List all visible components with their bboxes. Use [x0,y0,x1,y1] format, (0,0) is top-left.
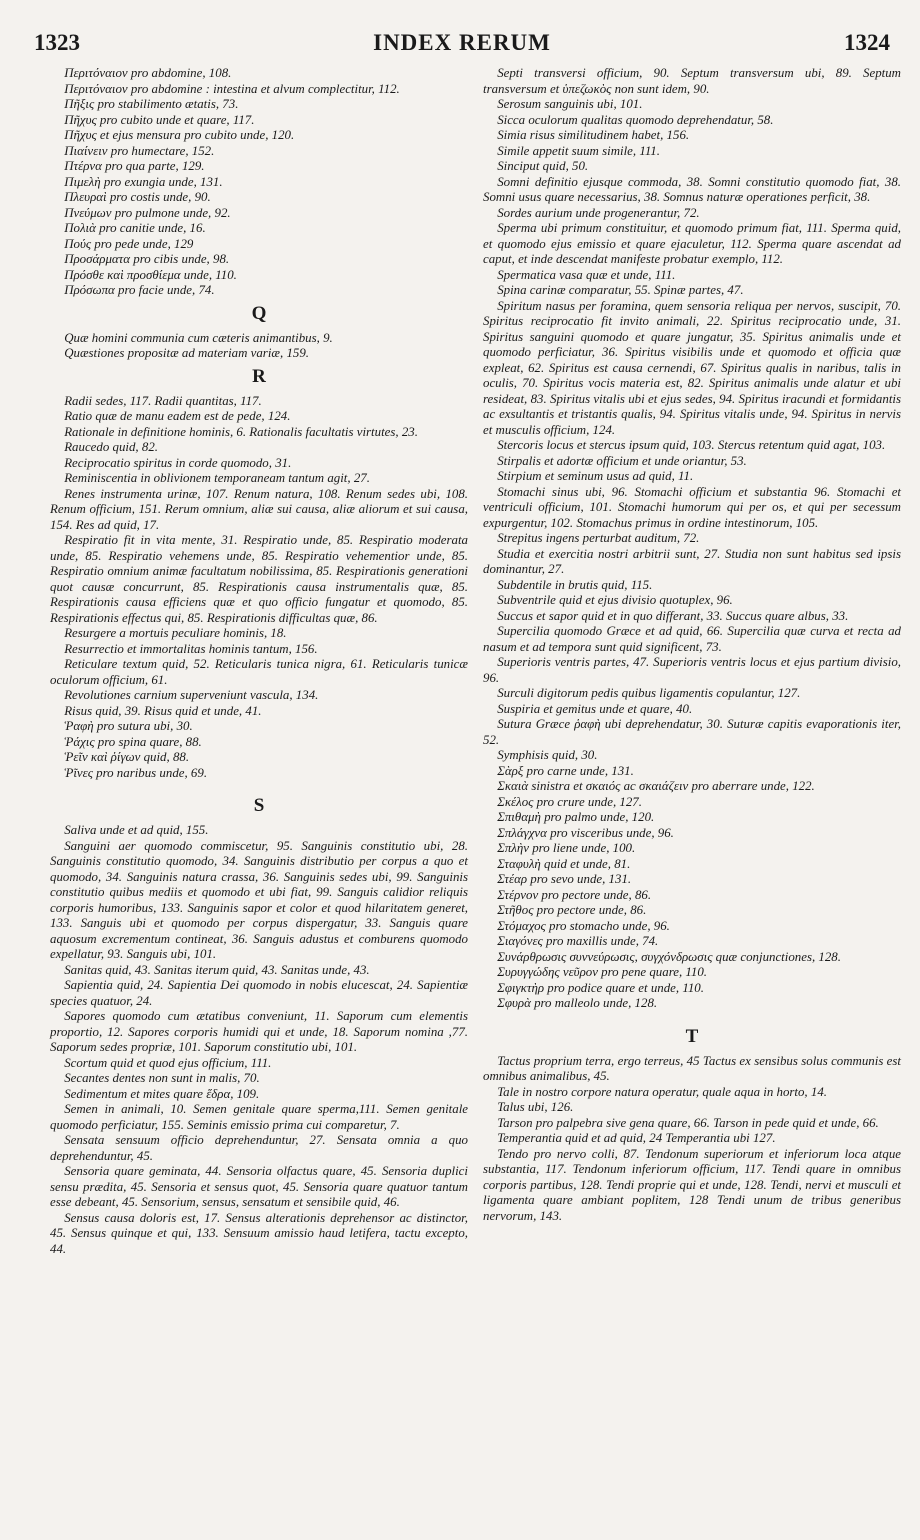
index-entry: Περιτόναιον pro abdomine, 108. [64,66,232,80]
index-entry: Saliva unde et ad quid, 155. [64,823,209,837]
index-entry: Sutura Græce ῥαφὴ ubi deprehendatur, 30. Suturæ capitis evaporationis iter, 52. [483,717,901,747]
index-entry: Ῥεῖν καὶ ῥίγων quid, 88. [64,750,190,764]
index-entry: Serosum sanguinis ubi, 101. [497,97,643,111]
index-entry: Spiritum nasus per foramina, quem sensoria reliqua per nervos, suscipit, 70. Spiritus reciprocatio fit invito animali, 22. Spiritus reciprocatio unde, 31. Spiritus sanguini quomodo et quare jungatur, 35. Spiritus animalis unde et quomodo perficiatur, 36. Spiritus visibilis unde et quomodo et officia quæ expleat, 62. Spiritus est causa cernendi, 67. Spiritus qualis in naribus, talis in oculis, 70. Spiritus vocis materia est, 82. Spiritus animalis unde alatur et ubi resideat, 83. Spiritus vitalis ubi et ejus sedes, 94. Spiritus iracundi et formidantis ac exsultantis et tristantis qualis, 94. Spiritus vitalis unde, 94. Spiritus in nervis et musculis officium, 124. [483,298,901,437]
index-entry: Studia et exercitia nostri arbitrii sunt, 27. Studia non sunt habitus sed ipsis dominantur, 27. [483,546,901,576]
index-entry: Strepitus ingens perturbat auditum, 72. [497,531,700,545]
index-entry: Reminiscentia in oblivionem temporaneam tantum agit, 27. [64,471,370,485]
index-entry: Πῆχυς et ejus mensura pro cubito unde, 120. [64,128,295,142]
index-entry: Rationale in definitione hominis, 6. Rationalis facultatis virtutes, 23. [64,424,418,439]
index-entry: Simia risus similitudinem habet, 156. [497,128,690,142]
index-entry: Στέαρ pro sevo unde, 131. [497,872,632,886]
index-entry: Πολιὰ pro canitie unde, 16. [64,221,206,235]
right-column [483,66,901,1224]
index-entry: Succus et sapor quid et in quo differant, 33. Succus quare albus, 33. [497,608,849,623]
index-entry: Semen in animali, 10. Semen genitale quare sperma,111. Semen genitale quomodo perficiatur, 155. Seminis emissio prima cui comparetur, 7. [50,1102,468,1132]
index-entry: Sedimentum et mites quare ἕδρα, 109. [64,1086,260,1101]
section-spacer [50,781,468,791]
index-entry: Πιμελὴ pro exungia unde, 131. [64,174,223,189]
index-entry: Risus quid, 39. Risus quid et unde, 41. [64,703,262,718]
index-entry: Stirpium et seminum usus ad quid, 11. [497,469,694,483]
index-entry: Σφυρὰ pro malleolo unde, 128. [497,996,658,1010]
index-entry: Πτέρνα pro qua parte, 129. [64,159,205,173]
index-entry: Somni definitio ejusque commoda, 38. Somni constitutio quomodo fiat, 38. Somni usus quare necessarius, 38. Somnus naturæ operationes perficit, 38. [483,174,901,204]
index-entry: Sinciput quid, 50. [497,159,589,173]
index-entry: Subventrile quid et ejus divisio quotuplex, 96. [497,593,733,607]
index-entry: Spina carinæ comparatur, 55. Spinæ partes, 47. [497,283,744,297]
index-entry: Sanitas quid, 43. Sanitas iterum quid, 43. Sanitas unde, 43. [64,962,370,977]
index-entry: Πνεύμων pro pulmone unde, 92. [64,205,231,220]
index-entry: Πιαίνειν pro humectare, 152. [64,143,215,158]
index-entry: Spermatica vasa quæ et unde, 111. [497,267,676,282]
section-letter: T [685,1025,699,1047]
index-entry: Supercilia quomodo Græce et ad quid, 66. Supercilia quæ curva et recta ad nasum et ad tempora sunt quid significent, 73. [483,624,901,654]
index-entry: Περιτόναιον pro abdomine : intestina et alvum complectitur, 112. [64,81,400,96]
page-header [34,30,890,60]
index-entry: Προσάρματα pro cibis unde, 98. [64,252,230,266]
index-entry: Sordes aurium unde progenerantur, 72. [497,205,700,220]
index-entry: Πῆξις pro stabilimento ætatis, 73. [64,97,239,111]
index-entry: Συρυγγώδης νεῦρον pro pene quare, 110. [497,965,708,979]
index-entry: Septi transversi officium, 90. Septum transversum ubi, 89. Septum transversum et ὑπεζωκὸς non sunt idem, 90. [483,66,901,96]
index-entry: Ῥάχις pro spina quare, 88. [64,734,202,749]
index-entry: Συνάρθρωσις συννεύρωσις, συγχόνδρωσις quæ conjunctiones, 128. [497,949,841,964]
index-entry: Radii sedes, 117. Radii quantitas, 117. [64,393,262,408]
index-entry: Temperantia quid et ad quid, 24 Temperantia ubi 127. [497,1131,776,1145]
index-entry: Στῆθος pro pectore unde, 86. [497,903,647,917]
index-entry: Sensoria quare geminata, 44. Sensoria olfactus quare, 45. Sensoria duplici sensu prædita, 45. Sensoria et sensus quot, 45. Sensoria quare quatuor tantum esse debeant, 45. Sensorium, sensus, sensatum et sensibile quid, 46. [50,1164,468,1209]
section-letter: S [253,795,265,816]
index-entry: Σφιγκτὴρ pro podice quare et unde, 110. [497,980,704,995]
index-entry: Sensata sensuum officio deprehenduntur, 27. Sensata omnia a quo deprehenduntur, 45. [50,1133,468,1163]
index-entry: Tarson pro palpebra sive gena quare, 66. Tarson in pede quid et unde, 66. [497,1115,879,1130]
index-entry: Στέρνον pro pectore unde, 86. [497,887,652,902]
index-entry: Sensus causa doloris est, 17. Sensus alterationis deprehensor ac distinctor, 45. Sensus quinque et qui, 133. Sensuum amissio haud letifera, tactu excepto, 44. [50,1210,468,1256]
index-entry: Raucedo quid, 82. [64,440,158,454]
index-entry: Secantes dentes non sunt in malis, 70. [64,1071,260,1085]
index-entry: Σκέλος pro crure unde, 127. [497,794,642,809]
index-entry: Sicca oculorum qualitas quomodo deprehendatur, 58. [497,112,774,127]
index-entry: Πλευραὶ pro costis unde, 90. [64,190,211,204]
index-entry: Tendo pro nervo colli, 87. Tendonum superiorum et inferiorum loca atque substantia, 117. Tendonum inferiorum officium, 117. Tendi quare in omnibus corporis partibus, 128. Tendi proprie qui et unde, 128. Tendi, nervi et musculi et ligamenta quare ambiant poplitem, 128 Tendi unum de tribus generibus nervorum, 143. [483,1146,901,1223]
index-entry: Respiratio fit in vita mente, 31. Respiratio unde, 85. Respiratio moderata unde, 85. Respiratio vehemens unde, 85. Respiratio vehementior unde, 85. Respiratio omnium animæ facultatum nobilissima, 85. Respirationis generationi quot causæ concurrunt, 85. Respirationis causa instrumentalis quæ, 85. Respirationis causa efficiens quæ et quo officio fungatur et quomodo, 85. Respirationis effectus qui, 85. Respirationis difficultas quæ, 86. [50,533,468,625]
index-entry: Σπιθαμὴ pro palmo unde, 120. [497,810,655,824]
index-entry: Quæstiones propositæ ad materiam variæ, 159. [64,346,310,360]
index-entry: Πρόσθε καὶ προσθίεμα unde, 110. [64,267,237,282]
index-entry: Revolutiones carnium superveniunt vascula, 134. [64,688,319,702]
index-entry: Sanguini aer quomodo commiscetur, 95. Sanguinis constitutio ubi, 28. Sanguinis constitutio quomodo, 34. Sanguinis distributio per corpus a quo et quomodo, 34. Sanguinis natura crassa, 36. Sanguinis sedes ubi, 99. Sanguinis constitutio quibus mediis et quomodo et ubi fiat, 99. Sanguis calidior reliquis corporis humoribus, 133. Sanguinis sapor et color et quod hilaritatem generet, 133. Sanguis ubi et quomodo per corpus dispergatur, 33. Sanguis quare aquosum excrementum contineat, 36. Sanguis adustus et comburens quomodo expellatur, 93. Sanguis ubi, 101. [50,838,468,961]
index-entry: Sapores quomodo cum ætatibus conveniunt, 11. Saporum cum elementis proportio, 12. Sapores corporis humidi qui et unde, 18. Saporum nomina ,77. Saporum sedes propriæ, 101. Saporum constitutio ubi, 101. [50,1009,468,1054]
index-entry: Suspiria et gemitus unde et quare, 40. [497,701,693,716]
index-entry: Πῆχυς pro cubito unde et quare, 117. [64,112,255,127]
index-entry: Σκαιὰ sinistra et σκαιός ac σκαιάζειν pro aberrare unde, 122. [497,779,815,793]
index-entry: Resurgere a mortuis peculiare hominis, 18. [64,626,287,640]
index-entry: Resurrectio et immortalitas hominis tantum, 156. [64,641,318,656]
index-entry: Πούς pro pede unde, 129 [64,236,194,251]
index-entry: Sperma ubi primum constituitur, et quomodo primum fiat, 111. Sperma quid, et quomodo ejus emissio et quare ejaculetur, 112. Sperma quare ascendat ad caput, et inde descendat manifeste probatur exemplo, 112. [483,221,901,266]
index-entry: Σπλάγχνα pro visceribus unde, 96. [497,825,674,840]
left-column [50,66,468,1257]
index-entry: Reticulare textum quid, 52. Reticularis tunica nigra, 61. Reticularis tunicæ oculorum officium, 61. [50,657,468,687]
index-entry: Σιαγόνες pro maxillis unde, 74. [497,934,659,948]
index-entry: Renes instrumenta urinæ, 107. Renum natura, 108. Renum sedes ubi, 108. Renum officium, 151. Rerum omnium, aliæ sui causa, aliæ aliorum et sui causa, 154. Res ad quid, 17. [50,486,468,532]
running-title: INDEX RERUM [373,30,551,55]
index-entry: Simile appetit suum simile, 111. [497,143,660,158]
index-entry: Σὰρξ pro carne unde, 131. [497,763,634,778]
index-entry: Reciprocatio spiritus in corde quomodo, 31. [64,455,292,470]
index-entry: Σπλὴν pro liene unde, 100. [497,841,636,855]
index-entry: Scortum quid et quod ejus officium, 111. [64,1055,272,1070]
index-entry: Surculi digitorum pedis quibus ligamentis copulantur, 127. [497,686,801,700]
index-entry: Ῥῖνες pro naribus unde, 69. [64,765,208,780]
index-entry: Ῥαφὴ pro sutura ubi, 30. [64,719,193,733]
index-entry: Στόμαχος pro stomacho unde, 96. [497,918,670,933]
index-entry: Σταφυλὴ quid et unde, 81. [497,856,631,871]
index-entry: Stomachi sinus ubi, 96. Stomachi officium et substantia 96. Stomachi et ventriculi officium, 101. Stomachi humorum qui per os, et qui per secessum expurgentur, 102. Stomachus primus in ordine intestinorum, 105. [483,484,901,530]
index-entry: Symphisis quid, 30. [497,748,598,762]
index-entry: Subdentile in brutis quid, 115. [497,577,653,592]
section-letter: R [252,365,266,387]
index-entry: Talus ubi, 126. [497,1100,574,1114]
page-number-right: 1324 [844,30,890,55]
section-letter: Q [251,302,267,324]
index-entry: Superioris ventris partes, 47. Superioris ventris locus et ejus partium divisio, 96. [483,655,901,685]
index-entry: Tactus proprium terra, ergo terreus, 45 Tactus ex sensibus solus communis est omnibus animalibus, 45. [483,1053,901,1083]
index-entry: Quæ homini communia cum cæteris animantibus, 9. [64,330,333,345]
index-entry: Stercoris locus et stercus ipsum quid, 103. Stercus retentum quid agat, 103. [497,438,886,452]
index-entry: Sapientia quid, 24. Sapientia Dei quomodo in nobis elucescat, 24. Sapientiæ species quatuor, 24. [50,978,468,1008]
page-number-left: 1323 [34,30,80,55]
index-entry: Πρόσωπα pro facie unde, 74. [64,283,215,297]
index-entry: Stirpalis et adortæ officium et unde oriantur, 53. [497,453,747,468]
index-entry: Tale in nostro corpore natura operatur, quale aqua in horto, 14. [497,1084,827,1099]
index-entry: Ratio quæ de manu eadem est de pede, 124. [64,409,291,423]
section-spacer [483,1012,901,1022]
